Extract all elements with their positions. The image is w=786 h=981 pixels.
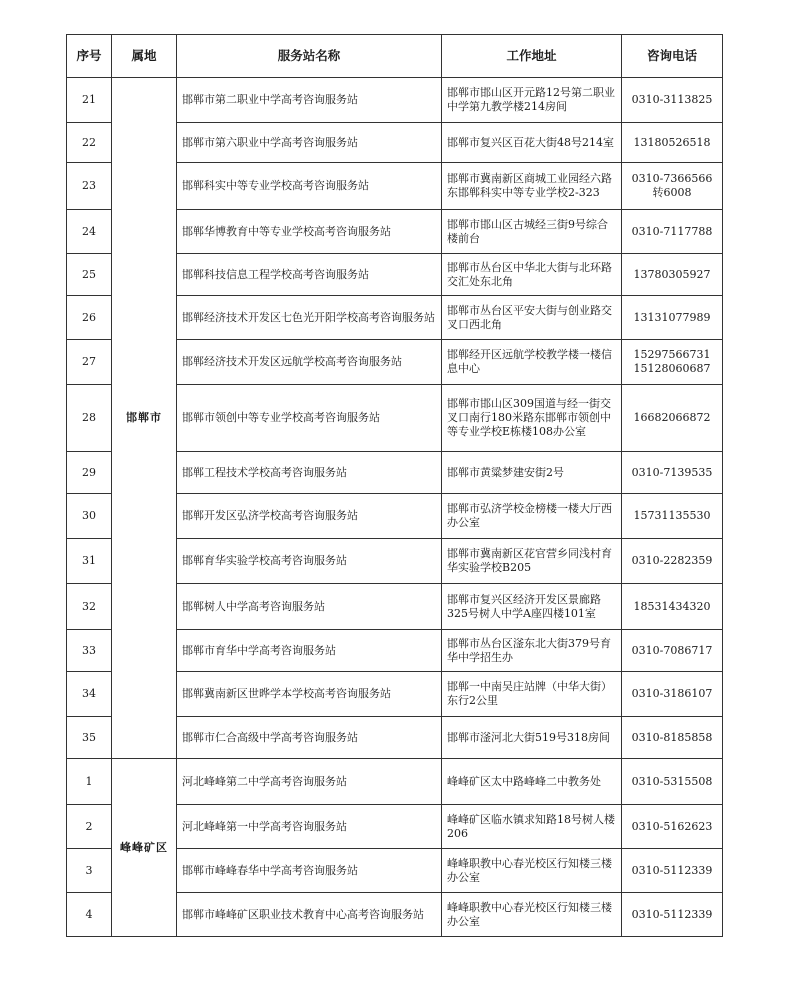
row-number: 25 xyxy=(67,254,112,296)
station-phone: 16682066872 xyxy=(622,385,723,452)
station-phone: 0310-5112339 xyxy=(622,849,723,893)
station-address: 邯郸市邯山区309国道与经一街交叉口南行180米路东邯郸市领创中等专业学校E栋楼108办公室 xyxy=(442,385,622,452)
station-phone: 15731135530 xyxy=(622,494,723,539)
row-number: 28 xyxy=(67,385,112,452)
station-name: 邯郸育华实验学校高考咨询服务站 xyxy=(177,539,442,584)
station-name: 邯郸树人中学高考咨询服务站 xyxy=(177,584,442,630)
station-name: 邯郸市仁合高级中学高考咨询服务站 xyxy=(177,717,442,759)
row-number: 24 xyxy=(67,210,112,254)
station-phone: 0310-7086717 xyxy=(622,630,723,672)
station-phone: 0310-7117788 xyxy=(622,210,723,254)
station-address: 邯郸市冀南新区商城工业园经六路东邯郸科实中等专业学校2-323 xyxy=(442,163,622,210)
station-address: 峰峰矿区临水镇求知路18号树人楼206 xyxy=(442,805,622,849)
station-address: 邯郸市丛台区中华北大街与北环路交汇处东北角 xyxy=(442,254,622,296)
station-address: 邯郸市复兴区百花大街48号214室 xyxy=(442,123,622,163)
row-number: 31 xyxy=(67,539,112,584)
station-name: 邯郸市第二职业中学高考咨询服务站 xyxy=(177,78,442,123)
row-number: 35 xyxy=(67,717,112,759)
header-region: 属地 xyxy=(112,35,177,78)
table-body xyxy=(67,78,723,937)
station-phone: 0310-3186107 xyxy=(622,672,723,717)
station-name: 邯郸经济技术开发区远航学校高考咨询服务站 xyxy=(177,340,442,385)
row-number: 32 xyxy=(67,584,112,630)
station-address: 峰峰职教中心春光校区行知楼三楼办公室 xyxy=(442,849,622,893)
station-phone: 13131077989 xyxy=(622,296,723,340)
region-cell: 邯郸市 xyxy=(112,78,177,759)
station-phone: 13780305927 xyxy=(622,254,723,296)
station-name: 邯郸冀南新区世晔学本学校高考咨询服务站 xyxy=(177,672,442,717)
station-phone: 0310-3113825 xyxy=(622,78,723,123)
station-address: 峰峰职教中心春光校区行知楼三楼办公室 xyxy=(442,893,622,937)
header-no: 序号 xyxy=(67,35,112,78)
station-phone: 0310-8185858 xyxy=(622,717,723,759)
station-name: 邯郸市领创中等专业学校高考咨询服务站 xyxy=(177,385,442,452)
station-phone: 0310-7366566转6008 xyxy=(622,163,723,210)
station-address: 峰峰矿区太中路峰峰二中教务处 xyxy=(442,759,622,805)
table-row xyxy=(67,759,723,805)
region-cell: 峰峰矿区 xyxy=(112,759,177,937)
header-phone: 咨询电话 xyxy=(622,35,723,78)
station-address: 邯郸市冀南新区花官营乡同浅村育华实验学校B205 xyxy=(442,539,622,584)
row-number: 22 xyxy=(67,123,112,163)
row-number: 26 xyxy=(67,296,112,340)
station-name: 邯郸市峰峰春华中学高考咨询服务站 xyxy=(177,849,442,893)
row-number: 29 xyxy=(67,452,112,494)
station-name: 邯郸市育华中学高考咨询服务站 xyxy=(177,630,442,672)
row-number: 23 xyxy=(67,163,112,210)
station-phone: 0310-5162623 xyxy=(622,805,723,849)
station-name: 邯郸科技信息工程学校高考咨询服务站 xyxy=(177,254,442,296)
row-number: 4 xyxy=(67,893,112,937)
station-name: 邯郸开发区弘济学校高考咨询服务站 xyxy=(177,494,442,539)
station-name: 邯郸科实中等专业学校高考咨询服务站 xyxy=(177,163,442,210)
station-name: 邯郸市峰峰矿区职业技术教育中心高考咨询服务站 xyxy=(177,893,442,937)
header-name: 服务站名称 xyxy=(177,35,442,78)
station-phone: 0310-2282359 xyxy=(622,539,723,584)
station-address: 邯郸市丛台区平安大街与创业路交叉口西北角 xyxy=(442,296,622,340)
station-address: 邯郸市弘济学校金榜楼一楼大厅西办公室 xyxy=(442,494,622,539)
row-number: 33 xyxy=(67,630,112,672)
service-station-table xyxy=(66,34,723,937)
station-name: 河北峰峰第二中学高考咨询服务站 xyxy=(177,759,442,805)
row-number: 2 xyxy=(67,805,112,849)
row-number: 34 xyxy=(67,672,112,717)
table-header-row xyxy=(67,35,723,78)
station-name: 邯郸市第六职业中学高考咨询服务站 xyxy=(177,123,442,163)
station-phone: 0310-5112339 xyxy=(622,893,723,937)
station-name: 邯郸工程技术学校高考咨询服务站 xyxy=(177,452,442,494)
station-address: 邯郸市滏河北大街519号318房间 xyxy=(442,717,622,759)
station-name: 邯郸华博教育中等专业学校高考咨询服务站 xyxy=(177,210,442,254)
station-address: 邯郸市黄粱梦建安街2号 xyxy=(442,452,622,494)
station-address: 邯郸市复兴区经济开发区景廊路325号树人中学A座四楼101室 xyxy=(442,584,622,630)
row-number: 21 xyxy=(67,78,112,123)
station-phone: 15297566731 15128060687 xyxy=(622,340,723,385)
station-address: 邯郸一中南吴庄站牌（中华大街）东行2公里 xyxy=(442,672,622,717)
station-phone: 18531434320 xyxy=(622,584,723,630)
station-name: 河北峰峰第一中学高考咨询服务站 xyxy=(177,805,442,849)
row-number: 3 xyxy=(67,849,112,893)
row-number: 27 xyxy=(67,340,112,385)
row-number: 30 xyxy=(67,494,112,539)
row-number: 1 xyxy=(67,759,112,805)
station-address: 邯郸市邯山区古城经三街9号综合楼前台 xyxy=(442,210,622,254)
station-address: 邯郸市邯山区开元路12号第二职业中学第九教学楼214房间 xyxy=(442,78,622,123)
station-address: 邯郸市丛台区滏东北大街379号育华中学招生办 xyxy=(442,630,622,672)
station-phone: 0310-5315508 xyxy=(622,759,723,805)
station-phone: 0310-7139535 xyxy=(622,452,723,494)
station-address: 邯郸经开区远航学校教学楼一楼信息中心 xyxy=(442,340,622,385)
table-row xyxy=(67,78,723,123)
header-address: 工作地址 xyxy=(442,35,622,78)
station-name: 邯郸经济技术开发区七色光开阳学校高考咨询服务站 xyxy=(177,296,442,340)
station-phone: 13180526518 xyxy=(622,123,723,163)
